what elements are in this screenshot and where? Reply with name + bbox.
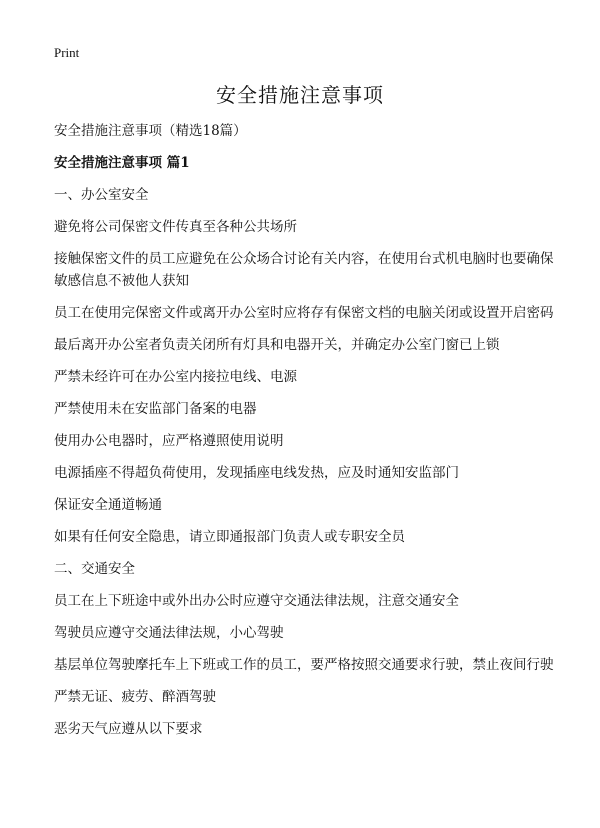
paragraph: 严禁无证、疲劳、醉酒驾驶	[54, 689, 216, 705]
paragraph: 电源插座不得超负荷使用，发现插座电线发热，应及时通知安监部门	[54, 465, 459, 481]
paragraph: 严禁使用未在安监部门备案的电器	[54, 401, 257, 417]
paragraph: 严禁未经许可在办公室内接拉电线、电源	[54, 369, 297, 385]
paragraph-office-safety-heading: 一、办公室安全	[54, 187, 149, 203]
paragraph: 员工在使用完保密文件或离开办公室时应将存有保密文档的电脑关闭或设置开启密码	[54, 305, 554, 321]
paragraph: 最后离开办公室者负责关闭所有灯具和电器开关，并确定办公室门窗已上锁	[54, 337, 500, 353]
paragraph: 保证安全通道畅通	[54, 497, 162, 513]
paragraph: 恶劣天气应遵从以下要求	[54, 721, 203, 737]
paragraph: 驾驶员应遵守交通法律法规，小心驾驶	[54, 625, 284, 641]
paragraph: 基层单位驾驶摩托车上下班或工作的员工，要严格按照交通要求行驶，禁止夜间行驶	[54, 657, 554, 673]
paragraph: 接触保密文件的员工应避免在公众场合讨论有关内容，在使用台式机电脑时也要确保敏感信息不被他人获知	[54, 251, 554, 289]
paragraph-traffic-safety-heading: 二、交通安全	[54, 561, 135, 577]
paragraph: 员工在上下班途中或外出办公时应遵守交通法律法规，注意交通安全	[54, 593, 459, 609]
document-content	[54, 120, 556, 750]
section-heading: 安全措施注意事项 篇1	[54, 155, 190, 171]
document-title: 安全措施注意事项	[216, 83, 384, 107]
paragraph: 如果有任何安全隐患，请立即通报部门负责人或专职安全员	[54, 529, 405, 545]
paragraph: 避免将公司保密文件传真至各种公共场所	[54, 219, 297, 235]
paragraph: 使用办公电器时，应严格遵照使用说明	[54, 433, 284, 449]
print-link[interactable]: Print	[54, 45, 80, 60]
document-subtitle: 安全措施注意事项（精选18篇）	[54, 123, 247, 139]
